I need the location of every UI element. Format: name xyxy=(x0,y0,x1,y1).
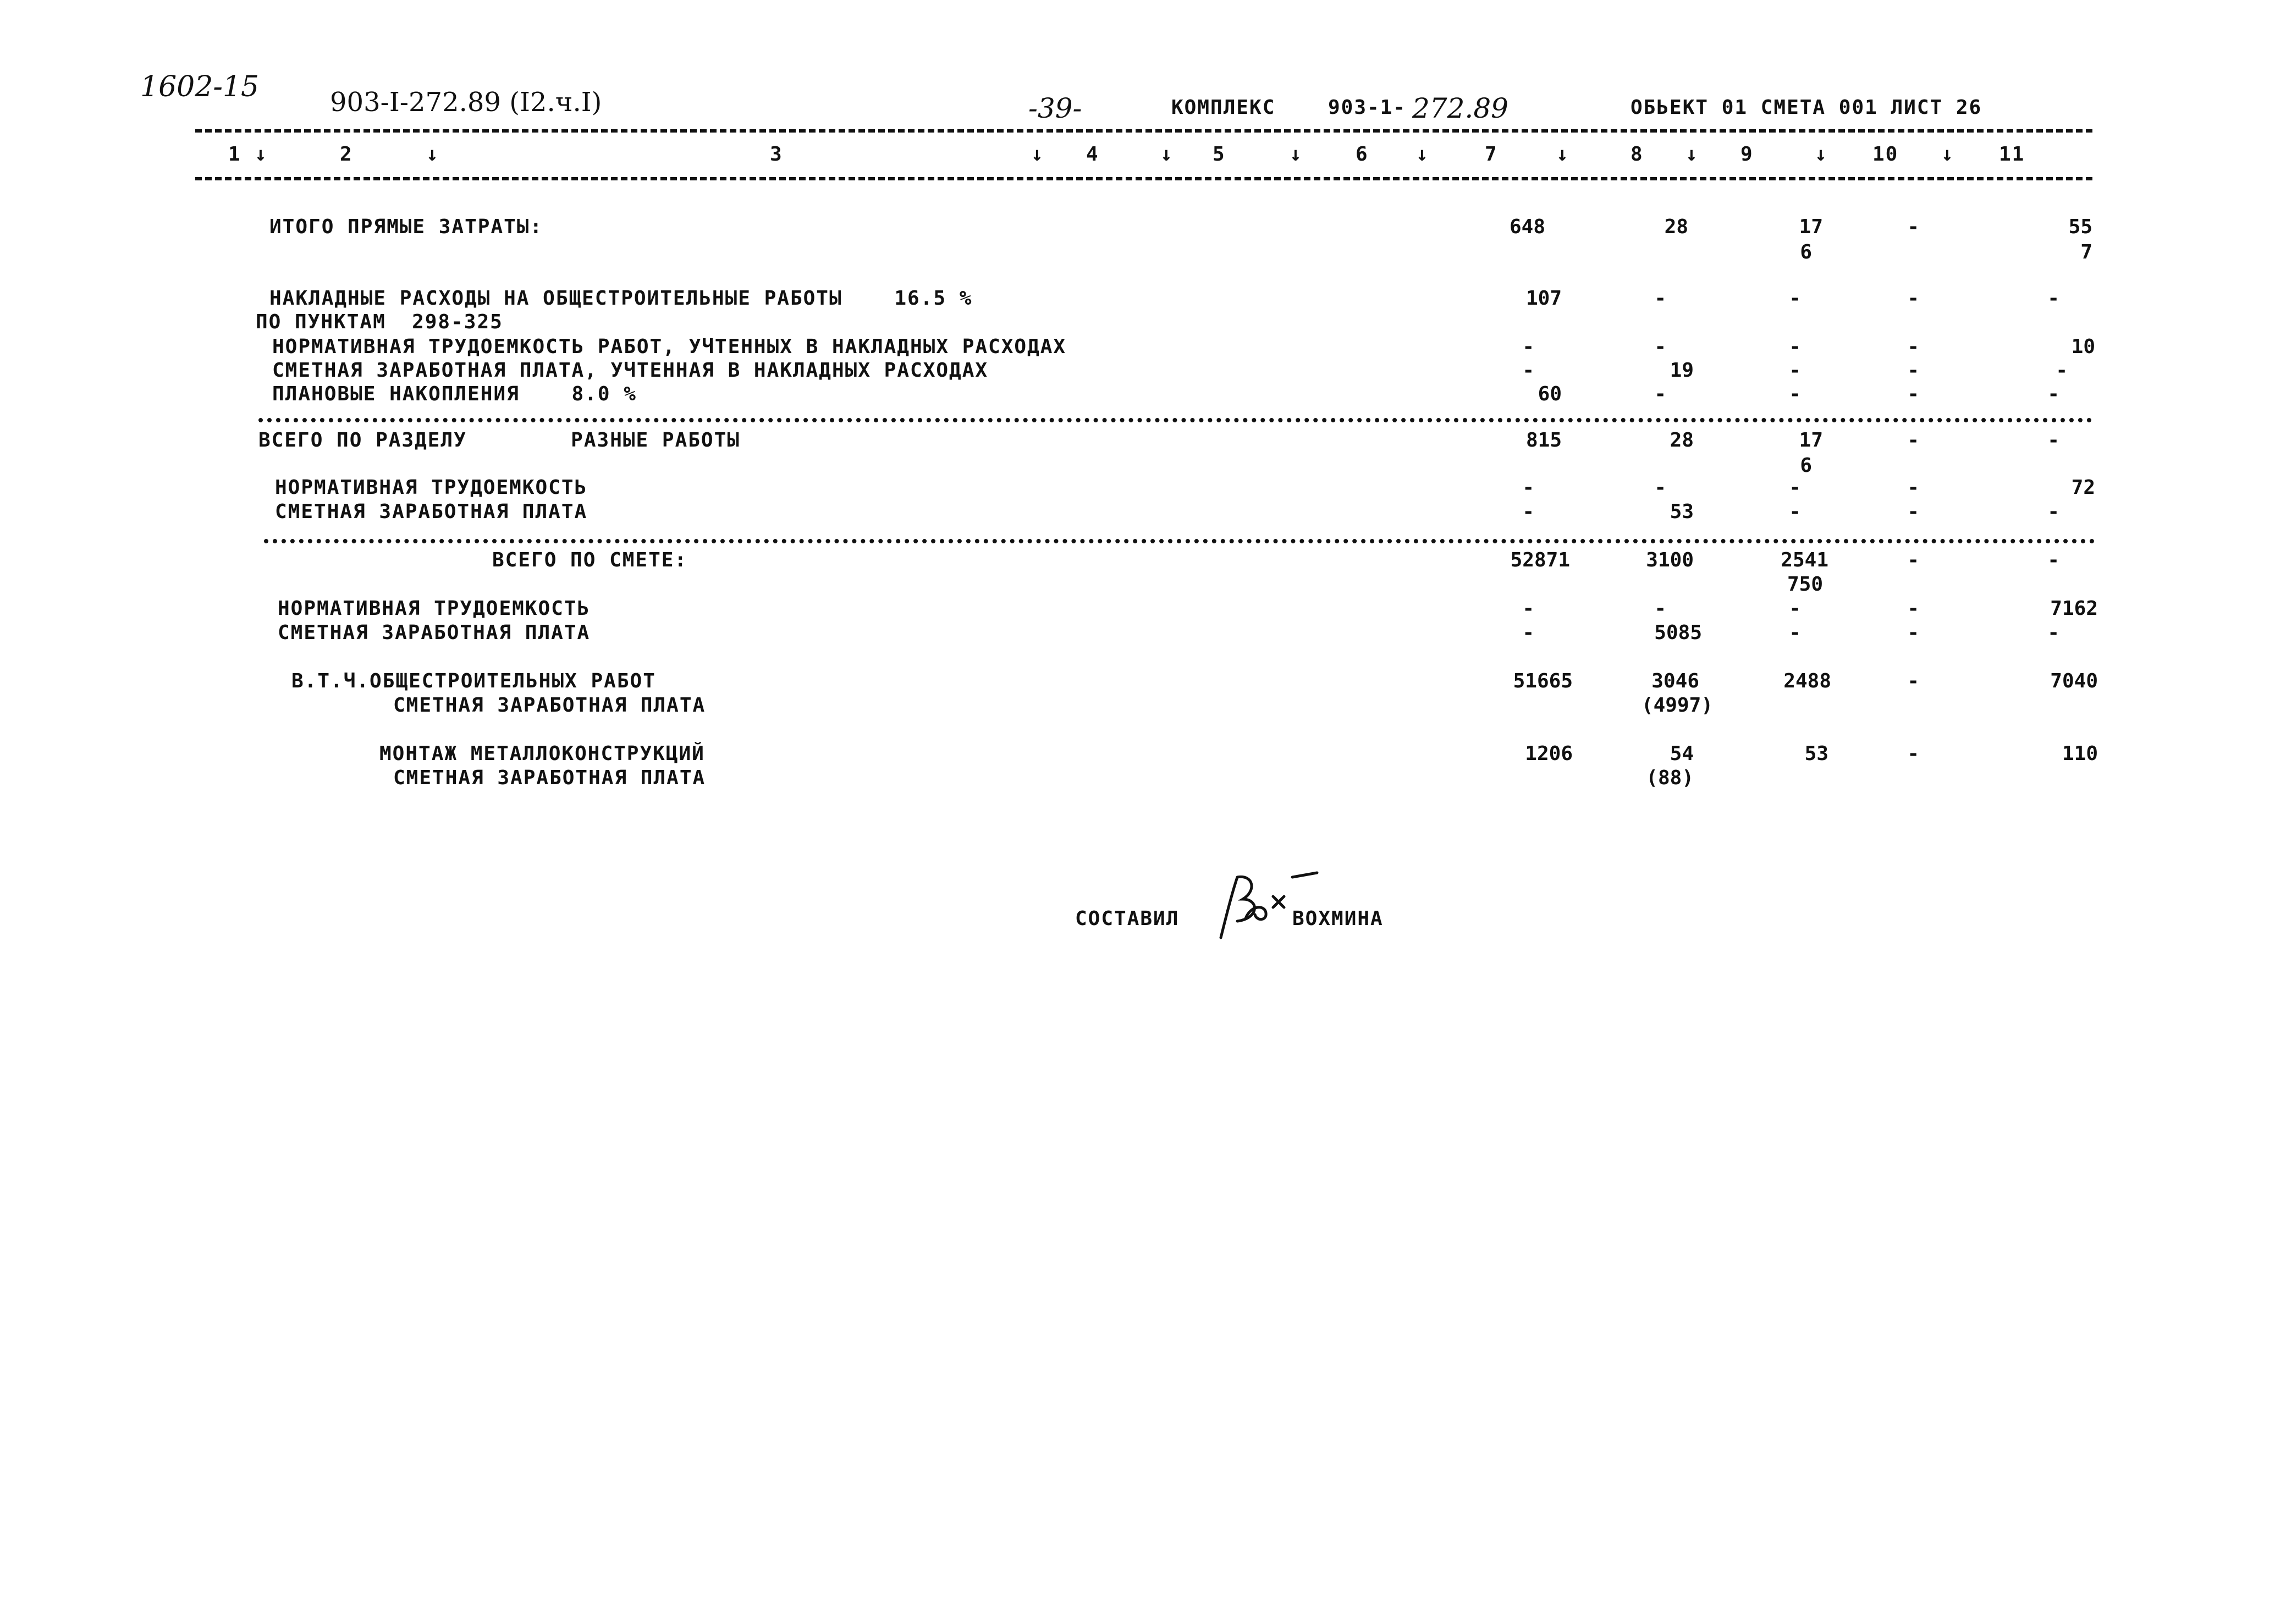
section-dotted-rule xyxy=(258,418,2092,422)
col-10: 10 xyxy=(1872,143,1899,166)
cell-c10: - xyxy=(1907,742,1919,765)
cell-c9b: 6 xyxy=(1800,454,1812,477)
cell-c11: - xyxy=(2047,549,2059,571)
cell-c9: 17 xyxy=(1799,216,1823,238)
cell-c8: 54 xyxy=(1670,742,1694,765)
cell-c8: 28 xyxy=(1670,429,1694,452)
cell-c8: - xyxy=(1654,476,1666,499)
col-2: 2 xyxy=(340,143,353,166)
cell-c9: - xyxy=(1789,500,1801,523)
cell-c8: 3046 xyxy=(1651,670,1699,692)
estimate-dotted-rule xyxy=(264,539,2095,543)
page-mark: -39- xyxy=(1028,92,1082,124)
cell-c9: - xyxy=(1789,621,1801,644)
row-label: ИТОГО ПРЯМЫЕ ЗАТРАТЫ: xyxy=(269,216,543,238)
row-label-2: СМЕТНАЯ ЗАРАБОТНАЯ ПЛАТА xyxy=(393,694,706,717)
row-label: НОРМАТИВНАЯ ТРУДОЕМКОСТЬ xyxy=(278,597,591,620)
cell-c7: 815 xyxy=(1525,429,1562,452)
cell-c10: - xyxy=(1907,429,1919,452)
cell-c11: - xyxy=(2047,621,2059,644)
cell-c10: - xyxy=(1907,335,1919,358)
cell-c7: - xyxy=(1522,500,1534,523)
col-sep: ↓ xyxy=(1160,143,1174,166)
col-9: 9 xyxy=(1740,143,1754,166)
cell-c7: 51665 xyxy=(1513,670,1573,692)
cell-c10: - xyxy=(1907,476,1919,499)
cell-c9: - xyxy=(1789,359,1801,382)
col-8: 8 xyxy=(1631,143,1644,166)
cell-c8: - xyxy=(1654,383,1666,405)
cell-c10: - xyxy=(1907,549,1919,571)
col-sep: ↓ xyxy=(1290,143,1303,166)
cell-c9: 17 xyxy=(1799,429,1823,452)
row-label: СМЕТНАЯ ЗАРАБОТНАЯ ПЛАТА xyxy=(278,621,591,644)
col-sep: ↓ xyxy=(1815,143,1828,166)
cell-c11: 110 xyxy=(2062,742,2098,765)
estimate-total-label: ВСЕГО ПО СМЕТЕ: xyxy=(492,549,688,571)
row-label: ПЛАНОВЫЕ НАКОПЛЕНИЯ 8.0 % xyxy=(272,383,637,405)
cell-c7: 60 xyxy=(1538,383,1562,405)
cell-c10: - xyxy=(1907,216,1919,238)
composed-label: СОСТАВИЛ xyxy=(1075,907,1180,930)
cell-c8: 5085 xyxy=(1654,621,1702,644)
document-code: 903-I-272.89 (I2.ч.I) xyxy=(330,87,602,118)
col-3: 3 xyxy=(770,143,783,166)
cell-c11b: 7 xyxy=(2080,241,2092,263)
cell-c7: - xyxy=(1522,597,1534,620)
col-sep: ↓ xyxy=(426,143,439,166)
cell-c11: - xyxy=(2056,359,2068,382)
section-total-label: ВСЕГО ПО РАЗДЕЛУ РАЗНЫЕ РАБОТЫ xyxy=(258,429,740,452)
cell-c9: 2488 xyxy=(1783,670,1831,692)
cell-c9: - xyxy=(1789,476,1801,499)
row-label: НОРМАТИВНАЯ ТРУДОЕМКОСТЬ xyxy=(275,476,588,499)
cell-c7: - xyxy=(1522,476,1534,499)
col-11: 11 xyxy=(1999,143,2025,166)
col-sep: ↓ xyxy=(1685,143,1699,166)
col-sep: ↓ xyxy=(1031,143,1044,166)
col-sep: ↓ xyxy=(1941,143,1954,166)
row-label: СМЕТНАЯ ЗАРАБОТНАЯ ПЛАТА xyxy=(275,500,588,523)
cell-c10: - xyxy=(1907,621,1919,644)
cell-c11: - xyxy=(2047,287,2059,310)
cell-c7: - xyxy=(1522,359,1534,382)
cell-c9b: 750 xyxy=(1787,573,1823,596)
cell-c10: - xyxy=(1907,597,1919,620)
row-label: В.Т.Ч.ОБЩЕСТРОИТЕЛЬНЫХ РАБОТ xyxy=(291,670,656,692)
cell-c11: 10 xyxy=(2071,335,2095,358)
cell-c9: - xyxy=(1789,597,1801,620)
cell-c8: - xyxy=(1654,335,1666,358)
cell-c8: 19 xyxy=(1670,359,1694,382)
cell-c10: - xyxy=(1907,287,1919,310)
cell-c10: - xyxy=(1907,383,1919,405)
cell-c9: 53 xyxy=(1804,742,1828,765)
handwritten-code: 1602-15 xyxy=(140,70,260,103)
cell-c7: 52871 xyxy=(1510,549,1570,571)
cell-c8b: (4997) xyxy=(1641,694,1713,717)
cell-c8: - xyxy=(1654,287,1666,310)
cell-c9: - xyxy=(1789,335,1801,358)
cell-c9: - xyxy=(1789,287,1801,310)
object-info: ОБЬЕКТ 01 СМЕТА 001 ЛИСТ 26 xyxy=(1631,96,1982,119)
cell-c8: 3100 xyxy=(1646,549,1694,571)
cell-c8b: (88) xyxy=(1646,767,1694,789)
cell-c7: 1206 xyxy=(1525,742,1573,765)
cell-c10: - xyxy=(1907,359,1919,382)
complex-code-print: 903-1- xyxy=(1328,96,1407,119)
cell-c11: 55 xyxy=(2068,216,2092,238)
row-label: НОРМАТИВНАЯ ТРУДОЕМКОСТЬ РАБОТ, УЧТЕННЫХ В НАКЛАДНЫХ РАСХОДАХ xyxy=(272,335,1067,358)
row-label: МОНТАЖ МЕТАЛЛОКОНСТРУКЦИЙ xyxy=(379,742,705,765)
row-label-2: СМЕТНАЯ ЗАРАБОТНАЯ ПЛАТА xyxy=(393,767,706,789)
header-top-rule xyxy=(195,129,2092,133)
cell-c11: - xyxy=(2047,500,2059,523)
cell-c7: - xyxy=(1522,335,1534,358)
cell-c11: 7040 xyxy=(2050,670,2098,692)
row-label-2: ПО ПУНКТАМ 298-325 xyxy=(256,311,503,333)
header-bottom-rule xyxy=(195,177,2092,180)
row-label: СМЕТНАЯ ЗАРАБОТНАЯ ПЛАТА, УЧТЕННАЯ В НАКЛАДНЫХ РАСХОДАХ xyxy=(272,359,989,382)
cell-c10: - xyxy=(1907,670,1919,692)
composer-name: ВОХМИНА xyxy=(1292,907,1384,930)
cell-c7: 107 xyxy=(1525,287,1562,310)
col-5: 5 xyxy=(1213,143,1226,166)
cell-c9b: 6 xyxy=(1800,241,1812,263)
complex-label: КОМПЛЕКС xyxy=(1171,96,1276,119)
cell-c9: 2541 xyxy=(1781,549,1828,571)
cell-c11: 72 xyxy=(2071,476,2095,499)
cell-c8: - xyxy=(1654,597,1666,620)
col-sep: ↓ xyxy=(1416,143,1429,166)
cell-c11: - xyxy=(2047,429,2059,452)
cell-c11: - xyxy=(2047,383,2059,405)
cell-c8: 53 xyxy=(1670,500,1694,523)
col-1: 1 xyxy=(228,143,241,166)
col-6: 6 xyxy=(1356,143,1369,166)
cell-c8: 28 xyxy=(1664,216,1688,238)
col-sep: ↓ xyxy=(1556,143,1569,166)
complex-code-hand: 272.89 xyxy=(1412,92,1508,124)
cell-c7: 648 xyxy=(1509,216,1545,238)
col-sep: ↓ xyxy=(255,143,268,166)
cell-c10: - xyxy=(1907,500,1919,523)
cell-c7: - xyxy=(1522,621,1534,644)
cell-c9: - xyxy=(1789,383,1801,405)
col-7: 7 xyxy=(1485,143,1498,166)
col-4: 4 xyxy=(1086,143,1099,166)
row-label: НАКЛАДНЫЕ РАСХОДЫ НА ОБЩЕСТРОИТЕЛЬНЫЕ РАБОТЫ 16.5 % xyxy=(269,287,973,310)
cell-c11: 7162 xyxy=(2050,597,2098,620)
